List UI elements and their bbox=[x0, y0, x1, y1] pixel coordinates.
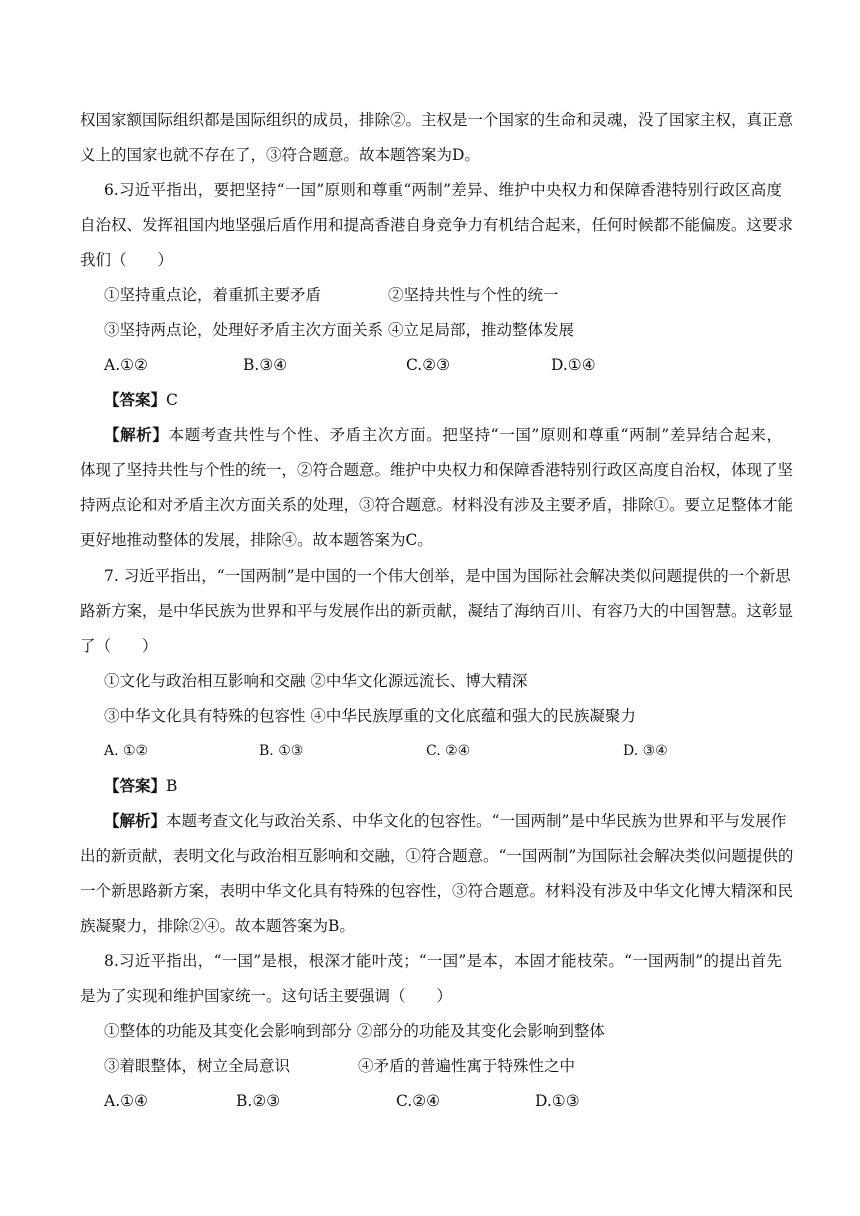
statement-2: ②坚持共性与个性的统一 bbox=[388, 286, 559, 304]
explanation-line bbox=[104, 425, 782, 445]
text-line: 权国家额国际组织都是国际组织的成员，排除②。主权是一个国家的生命和灵魂，没了国家主权，真正意 bbox=[80, 111, 794, 129]
explanation-tag: 【解析】 bbox=[104, 425, 169, 444]
option-a: A. ①② bbox=[104, 743, 149, 759]
question-6-stem: 自治权、发挥祖国内地坚强后盾作用和提高香港自身竞争力有机结合起来，任何时候都不能偏废。这要求 bbox=[80, 216, 794, 234]
explanation-text: 本题考查文化与政治关系、中华文化的包容性。“一国两制”是中华民族为世界和平与发展作 bbox=[166, 812, 787, 830]
answer-line bbox=[104, 776, 177, 796]
explanation-line: 体现了坚持共性与个性的统一，②符合题意。维护中央权力和保障香港特别行政区高度自治权，体现了坚 bbox=[80, 461, 794, 479]
question-6-stem: 6.习近平指出，要把坚持“一国”原则和尊重“两制”差异、维护中央权力和保障香港特别行政区高度 bbox=[104, 181, 782, 199]
question-7-stem: 路新方案，是中华民族为世界和平与发展作出的新贡献，凝结了海纳百川、有容乃大的中国智慧。这彰显 bbox=[80, 602, 794, 620]
explanation-line: 更好地推动整体的发展，排除④。故本题答案为C。 bbox=[80, 531, 433, 549]
statement-4: ④矛盾的普遍性寓于特殊性之中 bbox=[358, 1057, 576, 1075]
option-d: D.①④ bbox=[551, 356, 596, 374]
statement-1-2: ①文化与政治相互影响和交融 ②中华文化源远流长、博大精深 bbox=[104, 672, 528, 690]
option-a: A.①② bbox=[104, 356, 148, 374]
explanation-line: 一个新思路新方案，表明中华文化具有特殊的包容性，③符合题意。材料没有涉及中华文化博大精深和民 bbox=[80, 882, 794, 900]
option-c: C. ②④ bbox=[426, 743, 471, 759]
option-b: B. ①③ bbox=[259, 743, 304, 759]
question-8-stem: 是为了实现和维护国家统一。这句话主要强调（ ） bbox=[80, 987, 453, 1005]
explanation-line: 出的新贡献，表明文化与政治相互影响和交融，①符合题意。“一国两制”为国际社会解决类似问题提供的 bbox=[80, 847, 794, 865]
option-d: D. ③④ bbox=[623, 743, 668, 759]
statement-3-4: ③中华文化具有特殊的包容性 ④中华民族厚重的文化底蕴和强大的民族凝聚力 bbox=[104, 707, 636, 725]
statement-3: ③坚持两点论，处理好矛盾主次方面关系 bbox=[104, 321, 384, 339]
answer-line bbox=[104, 390, 178, 410]
question-7-stem: 了（ ） bbox=[80, 637, 158, 655]
statement-3: ③着眼整体，树立全局意识 bbox=[104, 1057, 291, 1075]
option-c: C.②④ bbox=[396, 1092, 441, 1110]
statement-1: ①坚持重点论，着重抓主要矛盾 bbox=[104, 286, 322, 304]
question-7-stem: 7. 习近平指出，“一国两制”是中国的一个伟大创举，是中国为国际社会解决类似问题提供的一个新思 bbox=[104, 567, 791, 585]
explanation-tag: 【解析】 bbox=[104, 811, 167, 830]
statement-4: ④立足局部，推动整体发展 bbox=[388, 321, 575, 339]
answer-value: B bbox=[166, 777, 178, 795]
statement-1-2: ①整体的功能及其变化会影响到部分 ②部分的功能及其变化会影响到整体 bbox=[104, 1022, 605, 1040]
explanation-text: 本题考查共性与个性、矛盾主次方面。把坚持“一国”原则和尊重“两制”差异结合起来， bbox=[168, 426, 782, 444]
answer-tag: 【答案】 bbox=[104, 390, 167, 409]
answer-tag: 【答案】 bbox=[104, 776, 167, 795]
explanation-line: 持两点论和对矛盾主次方面关系的处理，③符合题意。材料没有涉及主要矛盾，排除①。要立足整体才能 bbox=[80, 496, 794, 514]
option-b: B.③④ bbox=[243, 356, 288, 374]
option-d: D.①③ bbox=[535, 1092, 580, 1110]
option-c: C.②③ bbox=[406, 356, 451, 374]
explanation-line: 族凝聚力，排除②④。故本题答案为B。 bbox=[80, 917, 355, 935]
answer-value: C bbox=[166, 391, 178, 409]
question-8-stem: 8.习近平指出，“一国”是根，根深才能叶茂；“一国”是本，本固才能枝荣。“一国两制”的提出首先 bbox=[104, 952, 782, 970]
option-a: A.①④ bbox=[104, 1092, 148, 1110]
explanation-line bbox=[104, 811, 787, 831]
text-line: 义上的国家也就不存在了，③符合题意。故本题答案为D。 bbox=[80, 146, 480, 164]
option-b: B.②③ bbox=[236, 1092, 281, 1110]
question-6-stem: 我们（ ） bbox=[80, 251, 174, 269]
